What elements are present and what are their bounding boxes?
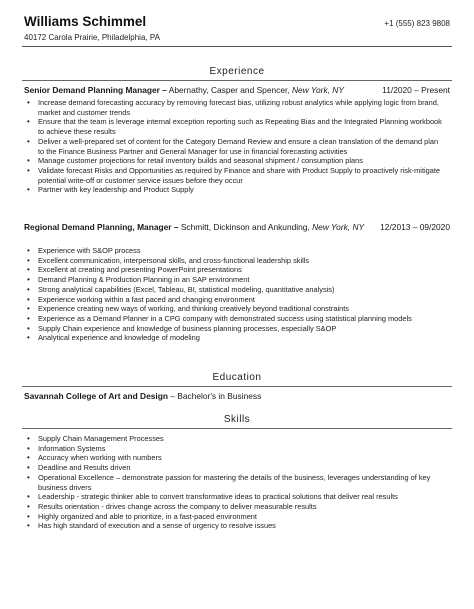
job-company: Abernathy, Casper and Spencer, (166, 85, 290, 95)
list-item: • Manage customer projections for retail inventory builds and seasonal shipment / consumption plans (24, 156, 444, 166)
list-item: • Excellent communication, interpersonal skills, and cross-functional leadership skills (24, 256, 444, 266)
list-item: • Has high standard of execution and a sense of urgency to resolve issues (24, 521, 444, 531)
list-item: • Deadline and Results driven (24, 463, 444, 473)
job-location: New York, NY (309, 222, 365, 232)
list-item: • Analytical experience and knowledge of modeling (24, 333, 444, 343)
job-header-2 (24, 222, 374, 233)
skills-list (24, 434, 444, 531)
list-item: • Deliver a well-prepared set of content for the Category Demand Review and ensure a clean translation of the demand plan to the Finance Business Partner and General Manager for use in financial forecasting activities (24, 137, 444, 156)
job-location: New York, NY (289, 85, 344, 95)
experience-divider (22, 80, 452, 81)
candidate-address: 40172 Carola Prairie, Philadelphia, PA (24, 33, 160, 42)
list-item: • Ensure that the team is leverage internal exception reporting such as Repeating Bias and the Integrated Planning workbook to achieve these results (24, 117, 444, 136)
job-dates: 11/2020 – Present (382, 85, 450, 95)
job-title: Regional Demand Planning, Manager – (24, 222, 179, 232)
job-header-1 (24, 85, 450, 96)
skills-divider (22, 428, 452, 429)
job-company: Schmitt, Dickinson and Ankunding, (178, 222, 310, 232)
job-dates: 12/2013 – 09/2020 (380, 222, 450, 232)
list-item: • Partner with key leadership and Product Supply (24, 185, 444, 195)
education-heading: Education (212, 372, 262, 383)
list-item: • Excellent at creating and presenting PowerPoint presentations (24, 265, 444, 275)
job-bullets-1 (24, 98, 444, 195)
list-item: • Experience working within a fast paced and changing environment (24, 295, 444, 305)
list-item: • Operational Excellence – demonstrate passion for mastering the details of the business, leverages understanding of key business drivers (24, 473, 444, 492)
job-title: Senior Demand Planning Manager – (24, 85, 167, 95)
list-item: • Supply Chain experience and knowledge of business planning processes, especially S&OP (24, 324, 444, 334)
education-entry (24, 391, 261, 401)
list-item: • Leadership - strategic thinker able to convert transformative ideas to practical solutions that deliver real results (24, 492, 444, 502)
list-item: • Experience as a Demand Planner in a CPG company with demonstrated success using statistical planning models (24, 314, 444, 324)
list-item: • Increase demand forecasting accuracy by removing forecast bias, utilizing robust analytics while applying logic from brand, market and customer trends (24, 98, 444, 117)
list-item: • Strong analytical capabilities (Excel, Tableau, BI, statistical modeling, quantitative analysis) (24, 285, 444, 295)
job-bullets-2 (24, 246, 444, 343)
education-divider (22, 386, 452, 387)
list-item: • Experience with S&OP process (24, 246, 444, 256)
header-divider (22, 46, 452, 47)
list-item: • Supply Chain Management Processes (24, 434, 444, 444)
list-item: • Accuracy when working with numbers (24, 453, 444, 463)
skills-heading: Skills (223, 414, 251, 425)
degree: – Bachelor's in Business (167, 391, 262, 401)
list-item: • Results orientation - drives change across the company to deliver measurable results (24, 502, 444, 512)
list-item: • Experience creating new ways of working, and thinking creatively beyond traditional constraints (24, 304, 444, 314)
list-item: • Information Systems (24, 444, 444, 454)
list-item: • Highly organized and able to prioritize, in a fast-paced environment (24, 512, 444, 522)
experience-heading: Experience (209, 66, 265, 77)
phone-number: +1 (555) 823 9808 (384, 19, 450, 28)
list-item: • Demand Planning & Production Planning in an SAP environment (24, 275, 444, 285)
school-name: Savannah College of Art and Design (24, 391, 168, 401)
candidate-name: Williams Schimmel (24, 14, 147, 29)
list-item: • Validate forecast Risks and Opportunities as required by Finance and share with Product Supply to proactively risk-mitigate potential write-off or customer service issues before they occur (24, 166, 444, 185)
